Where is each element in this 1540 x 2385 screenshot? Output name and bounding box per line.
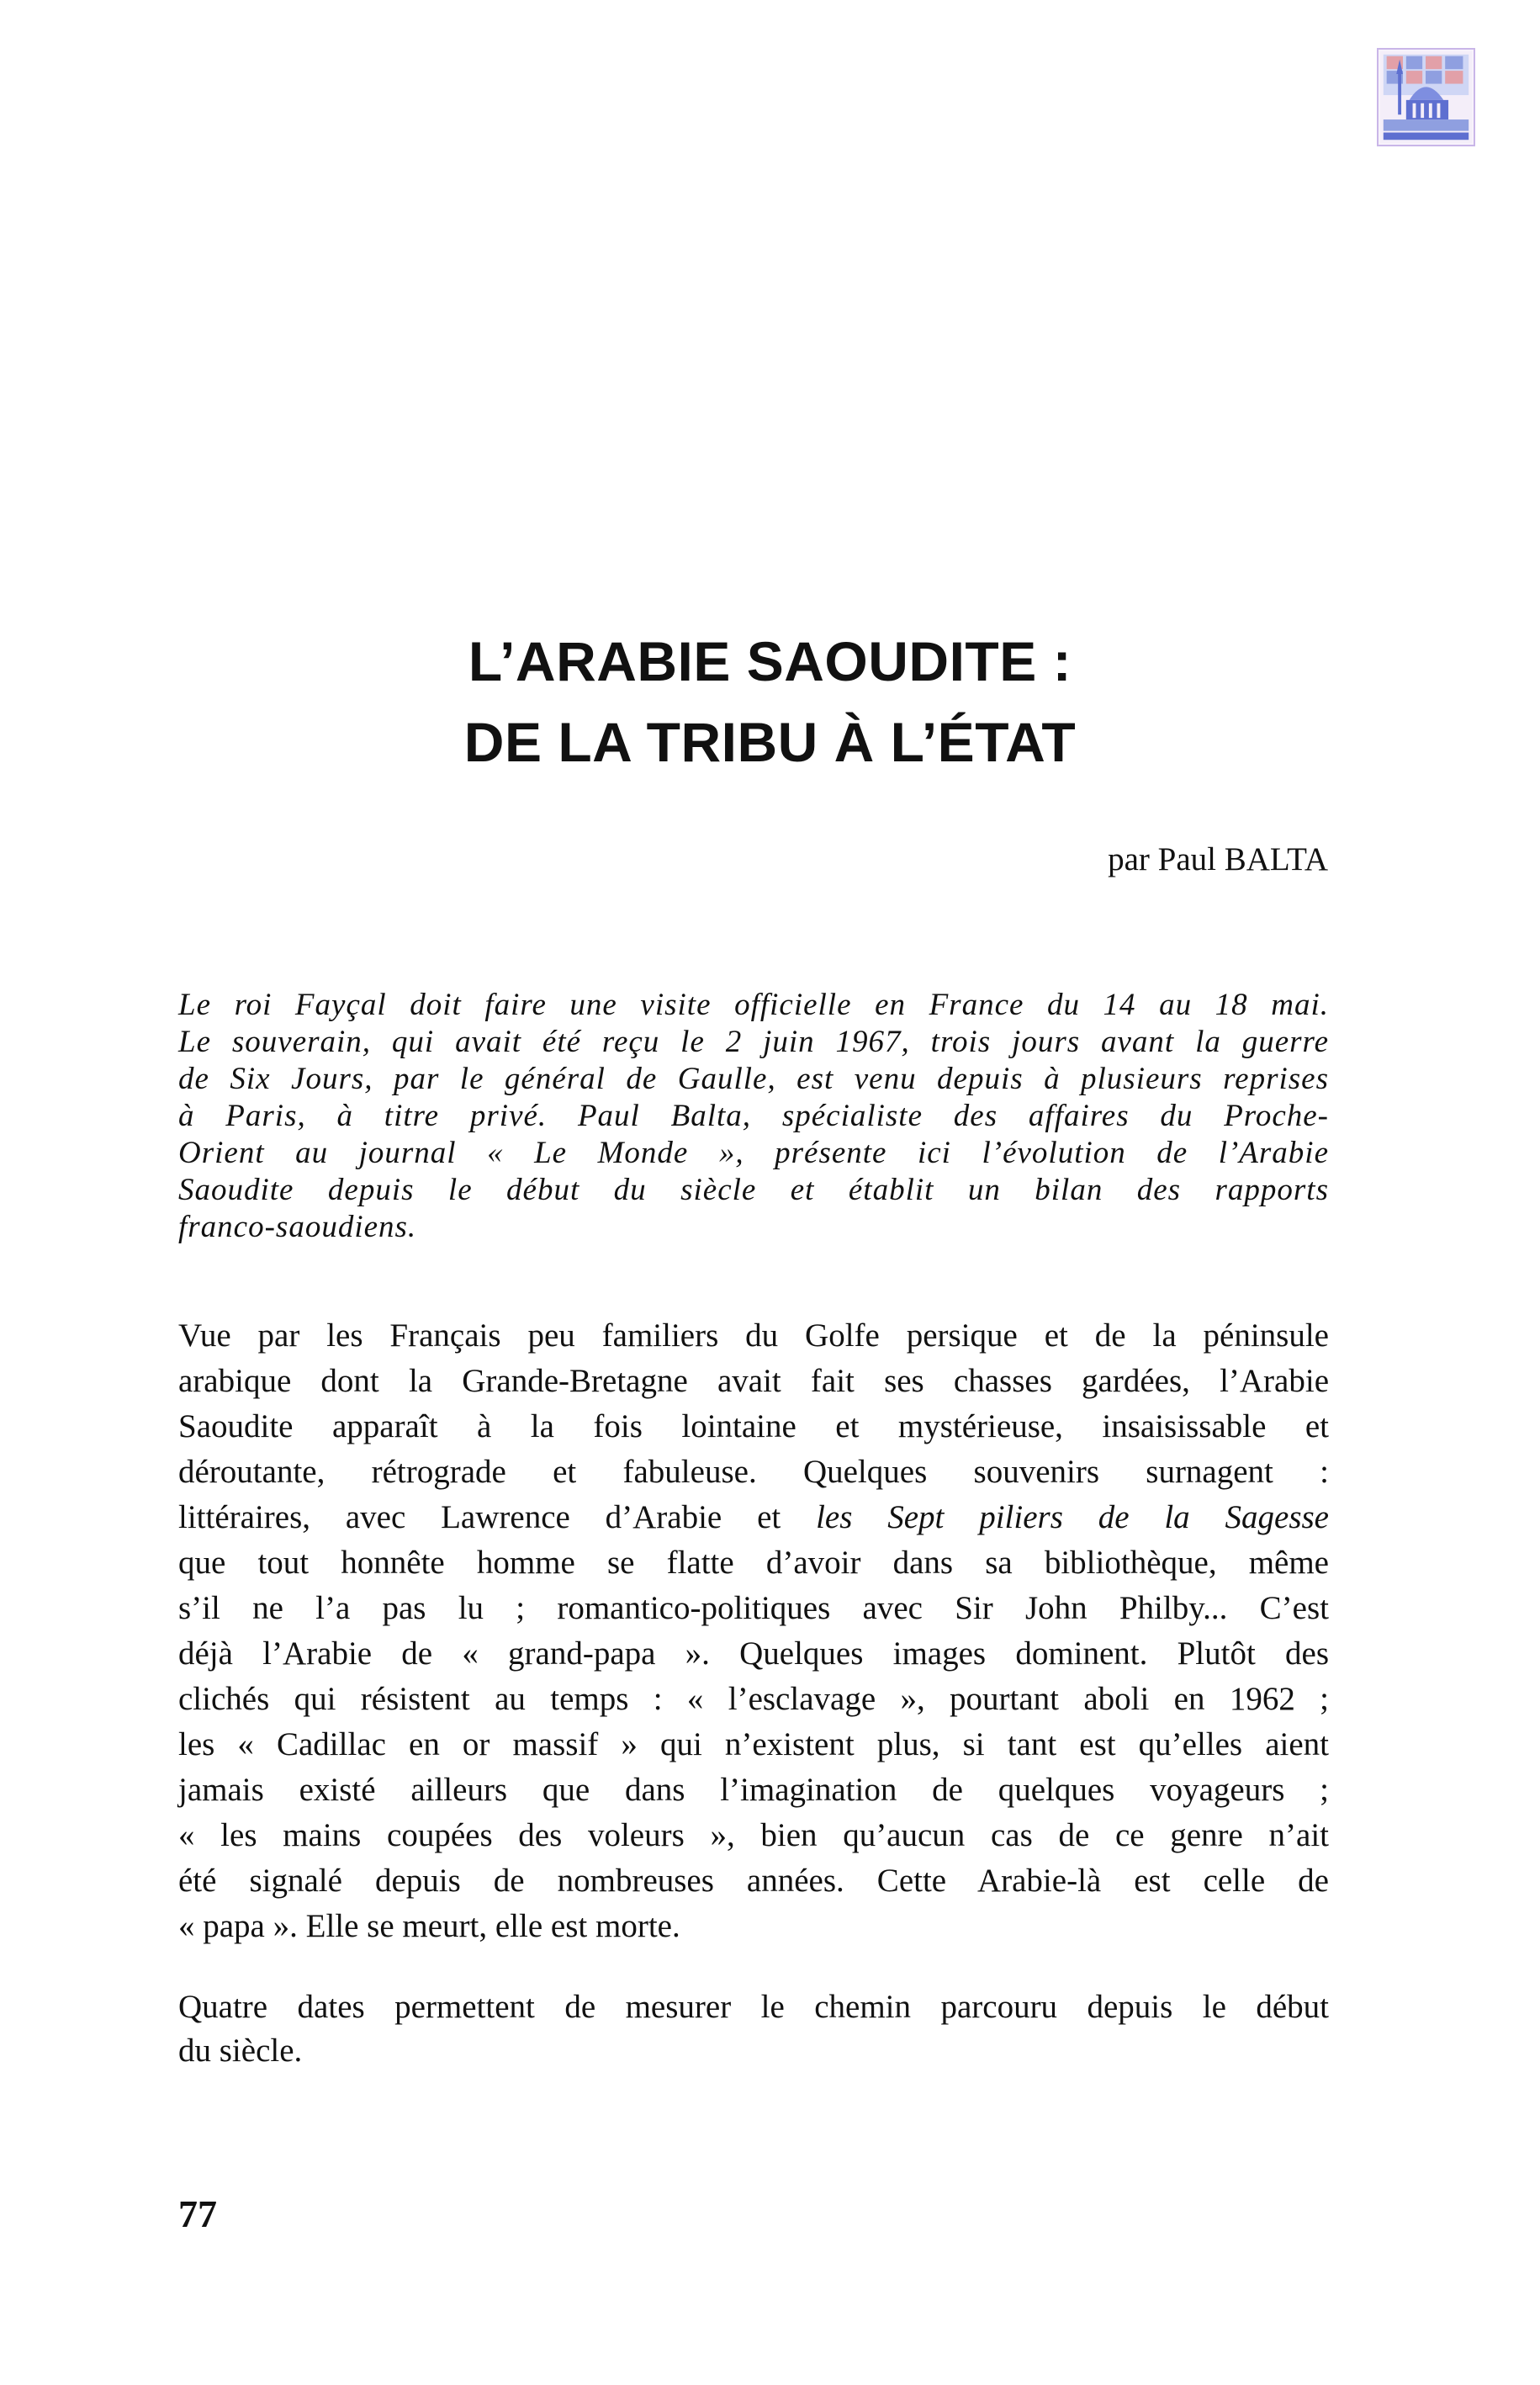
paragraph-line: déjà l’Arabie de « grand-papa ». Quelques images dominent. Plutôt des (178, 1635, 1329, 1672)
paragraph-line (178, 1495, 1329, 1540)
body-paragraph-1 (178, 1313, 1329, 1949)
introduction-line: Orient au journal « Le Monde », présente ici l’évolution de l’Arabie (178, 1136, 1329, 1170)
author-byline: par Paul BALTA (1108, 841, 1328, 877)
paragraph-line: Vue par les Français peu familiers du Golfe persique et de la péninsule (178, 1317, 1329, 1354)
paragraph-line: « papa ». Elle se meurt, elle est morte. (178, 1908, 680, 1944)
introduction-line: Saoudite depuis le début du siècle et établit un bilan des rapports (178, 1173, 1329, 1207)
paragraph-line: jamais existé ailleurs que dans l’imagination de quelques voyageurs ; (178, 1772, 1329, 1808)
introduction-line: Le souverain, qui avait été reçu le 2 juin 1967, trois jours avant la guerre (178, 1025, 1329, 1059)
page-number: 77 (178, 2192, 217, 2235)
paragraph-line: Saoudite apparaît à la fois lointaine et mystérieuse, insaisissable et (178, 1408, 1329, 1444)
article-title-line-2: DE LA TRIBU À L’ÉTAT (463, 711, 1077, 773)
paragraph-line-text: littéraires, avec Lawrence d’Arabie et (178, 1499, 817, 1535)
paragraph-line: Quatre dates permettent de mesurer le chemin parcouru depuis le début (178, 1989, 1329, 2025)
paragraph-line: s’il ne l’a pas lu ; romantico-politiques avec Sir John Philby... C’est (178, 1590, 1329, 1626)
paragraph-line: déroutante, rétrograde et fabuleuse. Quelques souvenirs surnagent : (178, 1454, 1329, 1490)
introduction-line: Le roi Fayçal doit faire une visite officielle en France du 14 au 18 mai. (178, 988, 1329, 1022)
introduction-line: de Six Jours, par le général de Gaulle, est venu depuis à plusieurs reprises (178, 1062, 1329, 1096)
body-paragraph-2 (178, 1985, 1329, 2073)
paragraph-line: les « Cadillac en or massif » qui n’existent plus, si tant est qu’elles aient (178, 1726, 1329, 1762)
publisher-logo-icon (1377, 48, 1475, 146)
paragraph-line: arabique dont la Grande-Bretagne avait fait ses chasses gardées, l’Arabie (178, 1363, 1329, 1399)
introduction-line: franco-saoudiens. (178, 1210, 417, 1244)
book-title: les Sept piliers de la Sagesse (816, 1499, 1329, 1535)
paragraph-line: clichés qui résistent au temps : « l’esclavage », pourtant aboli en 1962 ; (178, 1681, 1329, 1717)
paragraph-line: du siècle. (178, 2033, 303, 2069)
article-introduction (178, 987, 1329, 1246)
paragraph-line: que tout honnête homme se flatte d’avoir dans sa bibliothèque, même (178, 1545, 1329, 1581)
paragraph-line: été signalé depuis de nombreuses années. Cette Arabie-là est celle de (178, 1863, 1329, 1899)
article-title-line-1: L’ARABIE SAOUDITE : (468, 630, 1072, 692)
introduction-line: à Paris, à titre privé. Paul Balta, spécialiste des affaires du Proche- (178, 1099, 1329, 1133)
paragraph-line: « les mains coupées des voleurs », bien qu’aucun cas de ce genre n’ait (178, 1817, 1329, 1853)
article-title (0, 621, 1540, 782)
